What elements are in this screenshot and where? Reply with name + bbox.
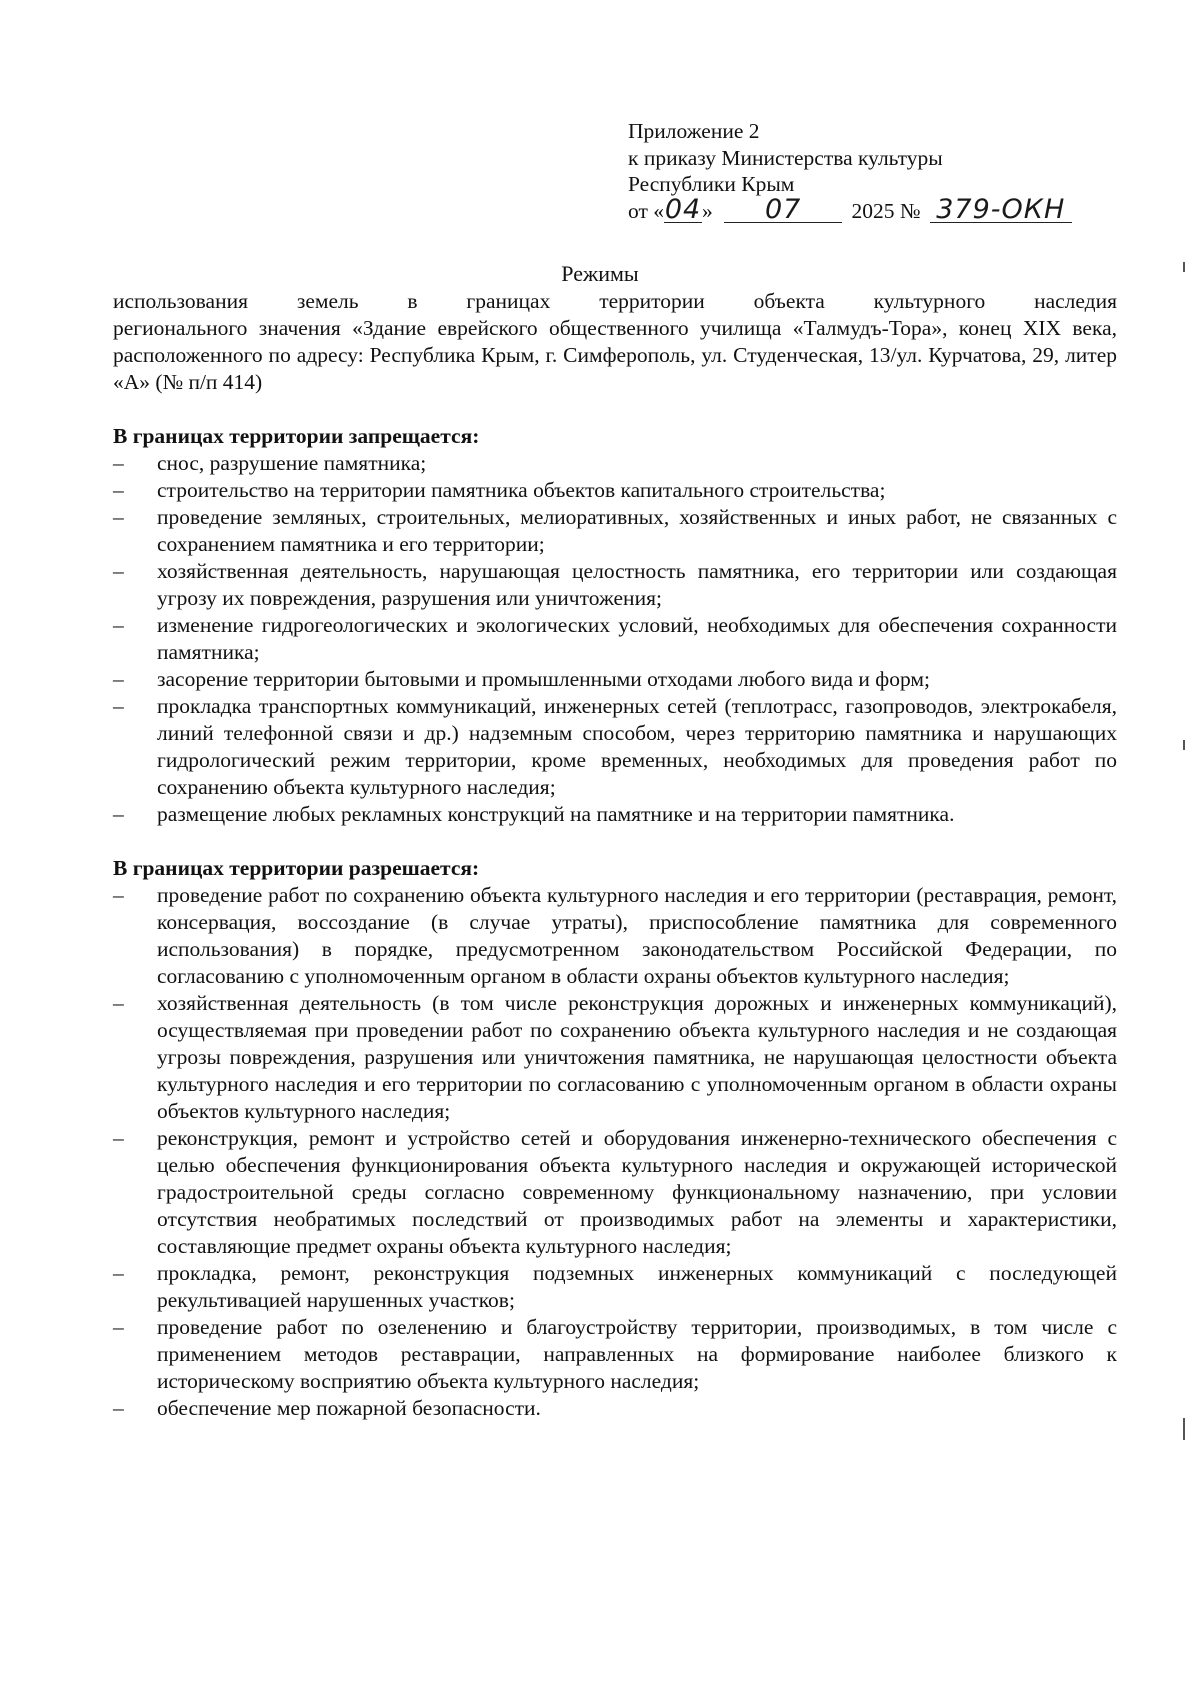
dash-mark: – (113, 694, 124, 718)
scan-margin-mark (1183, 1418, 1185, 1440)
document-body (113, 288, 1117, 1422)
prohibited-list (113, 450, 1117, 828)
list-item: – прокладка транспортных коммуникаций, инженерных сетей (теплотрасс, газопроводов, электрокабеля, линий телефонной связи и др.) надземным способом, через территорию памятника и нарушающих гидрологический режим территории, кроме временных, необходимых для проведения работ по сохранению объекта культурного наследия; (113, 694, 1117, 799)
handwritten-month: 07 (724, 198, 842, 223)
appendix-number: Приложение 2 (628, 119, 760, 143)
dash-mark: – (113, 1315, 124, 1339)
list-item: – проведение работ по озеленению и благоустройству территории, производимых, в том числе с применением методов реставрации, направленных на формирование наиболее близкого к историческому восприятию объекта культурного наследия; (113, 1315, 1117, 1393)
intro-first-line: использования земель в границах территории объекта культурного наследия (113, 289, 1117, 313)
dash-mark: – (113, 991, 124, 1015)
order-year: 2025 № (851, 198, 921, 223)
list-item: – реконструкция, ремонт и устройство сетей и оборудования инженерно-технического обеспечения с целью обеспечения функционирования объекта культурного наследия и окружающей исторической градостроительной среды согласно современному функциональному назначению, при условии отсутствия необратимых последствий от производимых работ на элементы и характеристики, составляющие предмет охраны объекта культурного наследия; (113, 1126, 1117, 1258)
list-item: – хозяйственная деятельность, нарушающая целостность памятника, его территории или создающая угрозу их повреждения, разрушения или уничтожения; (113, 559, 1117, 610)
intro-paragraph (113, 288, 1117, 396)
dash-mark: – (113, 667, 124, 691)
dash-mark: – (113, 883, 124, 907)
dash-mark: – (113, 802, 124, 826)
prohibited-heading: В границах территории запрещается: (113, 424, 480, 448)
order-date-line (628, 193, 1148, 230)
appendix-order-ref: к приказу Министерства культуры (628, 145, 943, 170)
date-mid: » (702, 198, 713, 223)
dash-mark: – (113, 1261, 124, 1285)
list-item: – снос, разрушение памятника; (113, 451, 427, 475)
dash-mark: – (113, 451, 124, 475)
appendix-header (628, 118, 1148, 230)
list-item: – прокладка, ремонт, реконструкция подземных инженерных коммуникаций с последующей рекультивацией нарушенных участков; (113, 1261, 1117, 1312)
scan-margin-mark (1183, 262, 1185, 272)
scan-margin-mark (1183, 740, 1185, 750)
list-item: – хозяйственная деятельность (в том числе реконструкция дорожных и инженерных коммуникаций), осуществляемая при проведении работ по сохранению объекта культурного наследия и не создающая угрозы повреждения, разрушения или уничтожения памятника, не нарушающая целостности объекта культурного наследия и его территории по согласованию с уполномоченным органом в области охраны объектов культурного наследия; (113, 991, 1117, 1123)
handwritten-day: 04 (664, 193, 702, 225)
list-item: – проведение работ по сохранению объекта культурного наследия и его территории (реставрация, ремонт, консервация, воссоздание (в случае утраты), приспособление памятника для современного использования) в порядке, предусмотренном законодательством Российской Федерации, по согласованию с уполномоченным органом в области охраны объектов культурного наследия; (113, 883, 1117, 988)
dash-mark: – (113, 613, 124, 637)
document-title: Режимы (561, 261, 639, 286)
date-prefix: от « (628, 198, 664, 223)
dash-mark: – (113, 559, 124, 583)
dash-mark: – (113, 505, 124, 529)
list-item: – строительство на территории памятника объектов капитального строительства; (113, 478, 886, 502)
list-item: – изменение гидрогеологических и экологических условий, необходимых для обеспечения сохранности памятника; (113, 613, 1117, 664)
appendix-republic: Республики Крым (628, 172, 795, 196)
dash-mark: – (113, 1396, 124, 1420)
allowed-list (113, 882, 1117, 1422)
list-item: – размещение любых рекламных конструкций на памятнике и на территории памятника. (113, 802, 955, 826)
list-item: – засорение территории бытовыми и промышленными отходами любого вида и форм; (113, 667, 930, 691)
handwritten-order-number: 379-ОКН (930, 198, 1072, 223)
dash-mark: – (113, 478, 124, 502)
dash-mark: – (113, 1126, 124, 1150)
intro-rest: регионального значения «Здание еврейского общественного училища «Талмудъ-Тора», конец XIX века, расположенного по адресу: Республика Крым, г. Симферополь, ул. Студенческая, 13/ул. Курчатова, 29, литер «А» (№ п/п 414) (113, 316, 1117, 394)
list-item: – проведение земляных, строительных, мелиоративных, хозяйственных и иных работ, не связанных с сохранением памятника и его территории; (113, 505, 1117, 556)
list-item: – обеспечение мер пожарной безопасности. (113, 1396, 541, 1420)
allowed-heading: В границах территории разрешается: (113, 856, 480, 880)
